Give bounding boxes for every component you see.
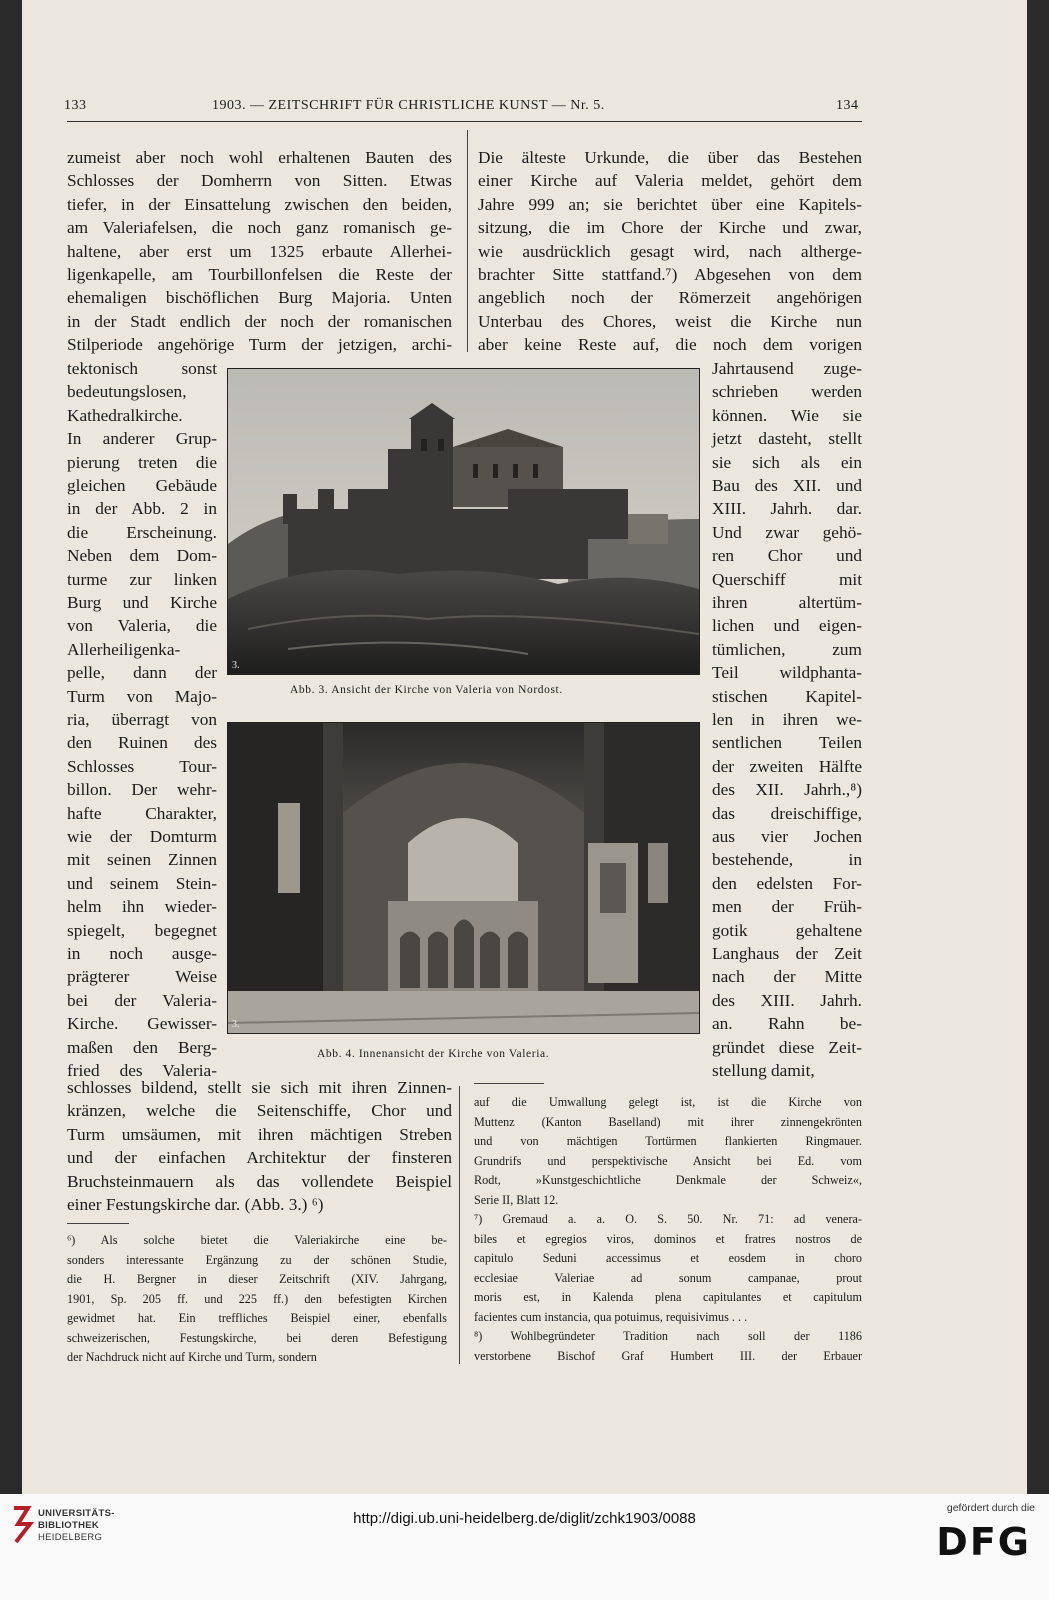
text-line: sentlichen Teilen bbox=[712, 733, 862, 753]
text-line: ⁶) Als solche bietet die Valeriakirche eine be- bbox=[67, 1233, 447, 1247]
figure-3-exterior-photo bbox=[227, 368, 700, 675]
text-line: brachter Sitte stattfand.⁷) Abgesehen von dem bbox=[478, 265, 862, 284]
text-line: können. Wie sie bbox=[712, 405, 862, 425]
text-line: ren Chor und bbox=[712, 546, 862, 566]
text-line: einer Kirche auf Valeria meldet, gehört dem bbox=[478, 171, 862, 191]
text-line: gewidmet hat. Ein treffliches Beispiel einer, ebenfalls bbox=[67, 1311, 447, 1325]
text-line: Serie II, Blatt 12. bbox=[474, 1192, 559, 1207]
text-line: hafte Charakter, bbox=[67, 803, 217, 823]
text-line: Turm umsäumen, mit ihren mächtigen Streben bbox=[67, 1124, 452, 1144]
footnote-rule-right bbox=[474, 1083, 544, 1084]
text-line: men der Früh- bbox=[712, 897, 862, 917]
text-line: ecclesiae Valeriae ad sonum campanae, prout bbox=[474, 1270, 862, 1285]
text-line: Neben dem Dom- bbox=[67, 546, 217, 566]
text-line: auf die Umwallung gelegt ist, ist die Kirche von bbox=[474, 1095, 862, 1109]
text-line: Langhaus der Zeit bbox=[712, 944, 862, 963]
text-line: moris est, in Kalenda plena capitulantes et capitulum bbox=[474, 1290, 862, 1304]
text-line: und seinem Stein- bbox=[67, 873, 217, 893]
figure-3-corner-mark: 3. bbox=[232, 660, 240, 671]
text-line: ihren altertüm- bbox=[712, 593, 862, 612]
figure-3-caption: Abb. 3. Ansicht der Kirche von Valeria von Nordost. bbox=[290, 684, 563, 696]
text-line: spiegelt, begegnet bbox=[67, 920, 217, 940]
text-line: bedeutungslosen, bbox=[67, 382, 187, 402]
text-line: gleichen Gebäude bbox=[67, 476, 217, 495]
library-name-line-1: UNIVERSITÄTS- bbox=[38, 1508, 115, 1519]
text-line: und von mächtigen Tortürmen flankierten Ringmauer. bbox=[474, 1134, 862, 1148]
text-line: facientes cum instancia, qua potuimus, requisivimus . . . bbox=[474, 1309, 748, 1324]
text-line: zumeist aber noch wohl erhaltenen Bauten des bbox=[67, 148, 452, 167]
figure-4-interior-photo bbox=[227, 722, 700, 1034]
text-line: und der einfachen Architektur der finsteren bbox=[67, 1148, 452, 1168]
text-line: Und zwar gehö- bbox=[712, 522, 862, 542]
text-line: maßen den Berg- bbox=[67, 1037, 217, 1057]
text-line: schweizerischen, Festungskirche, bei deren Befestigung bbox=[67, 1330, 447, 1345]
text-line: biles et egregios viros, dominos et fratres nostros de bbox=[474, 1231, 862, 1246]
text-line: Turm von Majo- bbox=[67, 686, 217, 706]
text-line: bestehende, in bbox=[712, 850, 862, 870]
text-line: wie der Domturm bbox=[67, 827, 217, 846]
text-line: in noch ausge- bbox=[67, 944, 217, 963]
text-line: jetzt dasteht, stellt bbox=[712, 429, 862, 449]
text-line: Bau des XII. und bbox=[712, 476, 862, 495]
text-line: angeblich noch der Römerzeit angehörigen bbox=[478, 288, 862, 308]
text-line: stellung damit, bbox=[712, 1061, 815, 1080]
text-line: schrieben werden bbox=[712, 382, 862, 402]
text-line: die H. Bergner in dieser Zeitschrift (XIV. Jahrgang, bbox=[67, 1272, 447, 1286]
text-line: sonders interessante Ergänzung zu der schönen Studie, bbox=[67, 1252, 447, 1267]
text-line: kränzen, welche die Seitenschiffe, Chor und bbox=[67, 1101, 452, 1121]
text-line: aus vier Jochen bbox=[712, 827, 862, 846]
text-line: der Nachdruck nicht auf Kirche und Turm, sondern bbox=[67, 1350, 317, 1364]
figure-4-caption: Abb. 4. Innenansicht der Kirche von Valeria. bbox=[317, 1048, 550, 1060]
text-line: ria, überragt von bbox=[67, 710, 217, 729]
text-line: helm ihn wieder- bbox=[67, 897, 217, 917]
text-line: mit seinen Zinnen bbox=[67, 850, 217, 870]
library-name-line-3: HEIDELBERG bbox=[38, 1532, 103, 1543]
text-line: gotik gehaltene bbox=[712, 920, 862, 940]
text-line: billon. Der wehr- bbox=[67, 780, 217, 800]
text-line: XIII. Jahrh. dar. bbox=[712, 499, 862, 519]
text-line: die Erscheinung. bbox=[67, 522, 217, 542]
text-line: Muttenz (Kanton Baselland) mit ihrer zinnengekrönten bbox=[474, 1114, 862, 1129]
text-line: Grundrifs und perspektivische Ansicht bei Ed. vom bbox=[474, 1153, 862, 1168]
text-line: den edelsten For- bbox=[712, 873, 862, 893]
permalink-url[interactable]: http://digi.ub.uni-heidelberg.de/diglit/zchk1903/0088 bbox=[353, 1510, 696, 1527]
text-line: wie ausdrücklich gesagt wird, nach altherge- bbox=[478, 241, 862, 261]
text-line: in der Stadt endlich der noch der romanischen bbox=[67, 311, 452, 331]
text-line: tiefer, in der Einsattelung zwischen den beiden, bbox=[67, 194, 452, 214]
digitization-footer bbox=[0, 1494, 1049, 1600]
text-line: pierung treten die bbox=[67, 452, 217, 472]
text-line: gründet diese Zeit- bbox=[712, 1037, 862, 1057]
text-line: nach der Mitte bbox=[712, 967, 862, 987]
text-line: ehemaligen bischöflichen Burg Majoria. Unten bbox=[67, 288, 452, 308]
text-line: einer Festungskirche dar. (Abb. 3.) ⁶) bbox=[67, 1195, 324, 1214]
text-line: Kathedralkirche. bbox=[67, 405, 183, 425]
text-line: len in ihren we- bbox=[712, 710, 862, 729]
text-line: das dreischiffige, bbox=[712, 803, 862, 823]
text-line: 1901, Sp. 205 ff. und 225 ff.) den befestigten Kirchen bbox=[67, 1291, 447, 1306]
text-line: schlosses bildend, stellt sie sich mit ihren Zinnen- bbox=[67, 1078, 452, 1097]
text-line: Stilperiode angehörige Turm der jetzigen, archi- bbox=[67, 335, 452, 355]
text-line: Jahre 999 an; sie berichtet über eine Kapitels- bbox=[478, 194, 862, 214]
text-line: In anderer Grup- bbox=[67, 429, 217, 449]
text-line: Rodt, »Kunstgeschichtliche Denkmale der Schweiz«, bbox=[474, 1173, 862, 1187]
text-line: ligenkapelle, am Tourbillonfelsen die Reste der bbox=[67, 265, 452, 284]
running-title: 1903. — ZEITSCHRIFT FÜR CHRISTLICHE KUNST — Nr. 5. bbox=[212, 98, 605, 113]
text-line: tektonisch sonst bbox=[67, 359, 217, 378]
text-line: ⁸) Wohlbegründeter Tradition nach soll der 1186 bbox=[474, 1329, 862, 1343]
text-line: den Ruinen des bbox=[67, 733, 217, 753]
library-name-line-2: BIBLIOTHEK bbox=[38, 1520, 100, 1531]
text-line: in der Abb. 2 in bbox=[67, 499, 217, 519]
text-line: Kirche. Gewisser- bbox=[67, 1014, 217, 1034]
column-rule-bottom bbox=[459, 1086, 460, 1364]
text-line: ⁷) Gremaud a. a. O. S. 50. Nr. 71: ad venera- bbox=[474, 1212, 862, 1226]
text-line: des XIII. Jahrh. bbox=[712, 990, 862, 1010]
text-line: Bruchsteinmauern als das vollendete Beispiel bbox=[67, 1171, 452, 1191]
text-line: sitzung, die im Chore der Kirche und zwar, bbox=[478, 218, 862, 238]
text-line: aber keine Reste auf, die noch dem vorigen bbox=[478, 335, 862, 355]
scanned-page bbox=[22, 0, 1027, 1524]
text-line: der zweiten Hälfte bbox=[712, 756, 862, 776]
text-line: an. Rahn be- bbox=[712, 1014, 862, 1034]
text-line: von Valeria, die bbox=[67, 616, 217, 636]
text-line: Jahrtausend zuge- bbox=[712, 359, 862, 378]
text-line: fried des Valeria- bbox=[67, 1061, 217, 1080]
text-line: Schlosses Tour- bbox=[67, 756, 217, 776]
text-line: turme zur linken bbox=[67, 569, 217, 589]
text-line: Querschiff mit bbox=[712, 569, 862, 589]
text-line: Die älteste Urkunde, die über das Bestehen bbox=[478, 148, 862, 167]
text-line: Schlosses der Domherrn von Sitten. Etwas bbox=[67, 171, 452, 191]
text-line: stischen Kapitel- bbox=[712, 686, 862, 706]
funded-by-text: gefördert durch die bbox=[946, 1502, 1035, 1514]
text-line: Burg und Kirche bbox=[67, 593, 217, 612]
page-number-right: 134 bbox=[836, 98, 859, 113]
dfg-logo: DFG bbox=[936, 1520, 1031, 1564]
text-line: lichen und eigen- bbox=[712, 616, 862, 636]
text-line: pelle, dann der bbox=[67, 663, 217, 683]
text-line: haltene, aber erst um 1325 erbaute Allerhei- bbox=[67, 241, 452, 261]
text-line: bei der Valeria- bbox=[67, 990, 217, 1010]
figure-4-corner-mark: 3. bbox=[232, 1019, 240, 1030]
text-line: am Valeriafelsen, die noch ganz romanisch ge- bbox=[67, 218, 452, 238]
text-line: Teil wildphanta- bbox=[712, 663, 862, 683]
header-rule bbox=[67, 121, 862, 122]
page-number-left: 133 bbox=[64, 98, 87, 113]
footnote-rule-left bbox=[67, 1223, 129, 1224]
column-rule-top bbox=[467, 130, 468, 352]
text-line: capitulo Seduni accessimus et eosdem in choro bbox=[474, 1251, 862, 1265]
text-line: verstorbene Bischof Graf Humbert III. der Erbauer bbox=[474, 1348, 862, 1363]
text-line: Unterbau des Chores, weist die Kirche nun bbox=[478, 311, 862, 331]
text-line: sie sich als ein bbox=[712, 452, 862, 472]
text-line: tümlichen, zum bbox=[712, 639, 862, 659]
text-line: des XII. Jahrh.,⁸) bbox=[712, 780, 862, 800]
text-line: Allerheiligenka- bbox=[67, 639, 181, 659]
text-line: prägterer Weise bbox=[67, 967, 217, 987]
